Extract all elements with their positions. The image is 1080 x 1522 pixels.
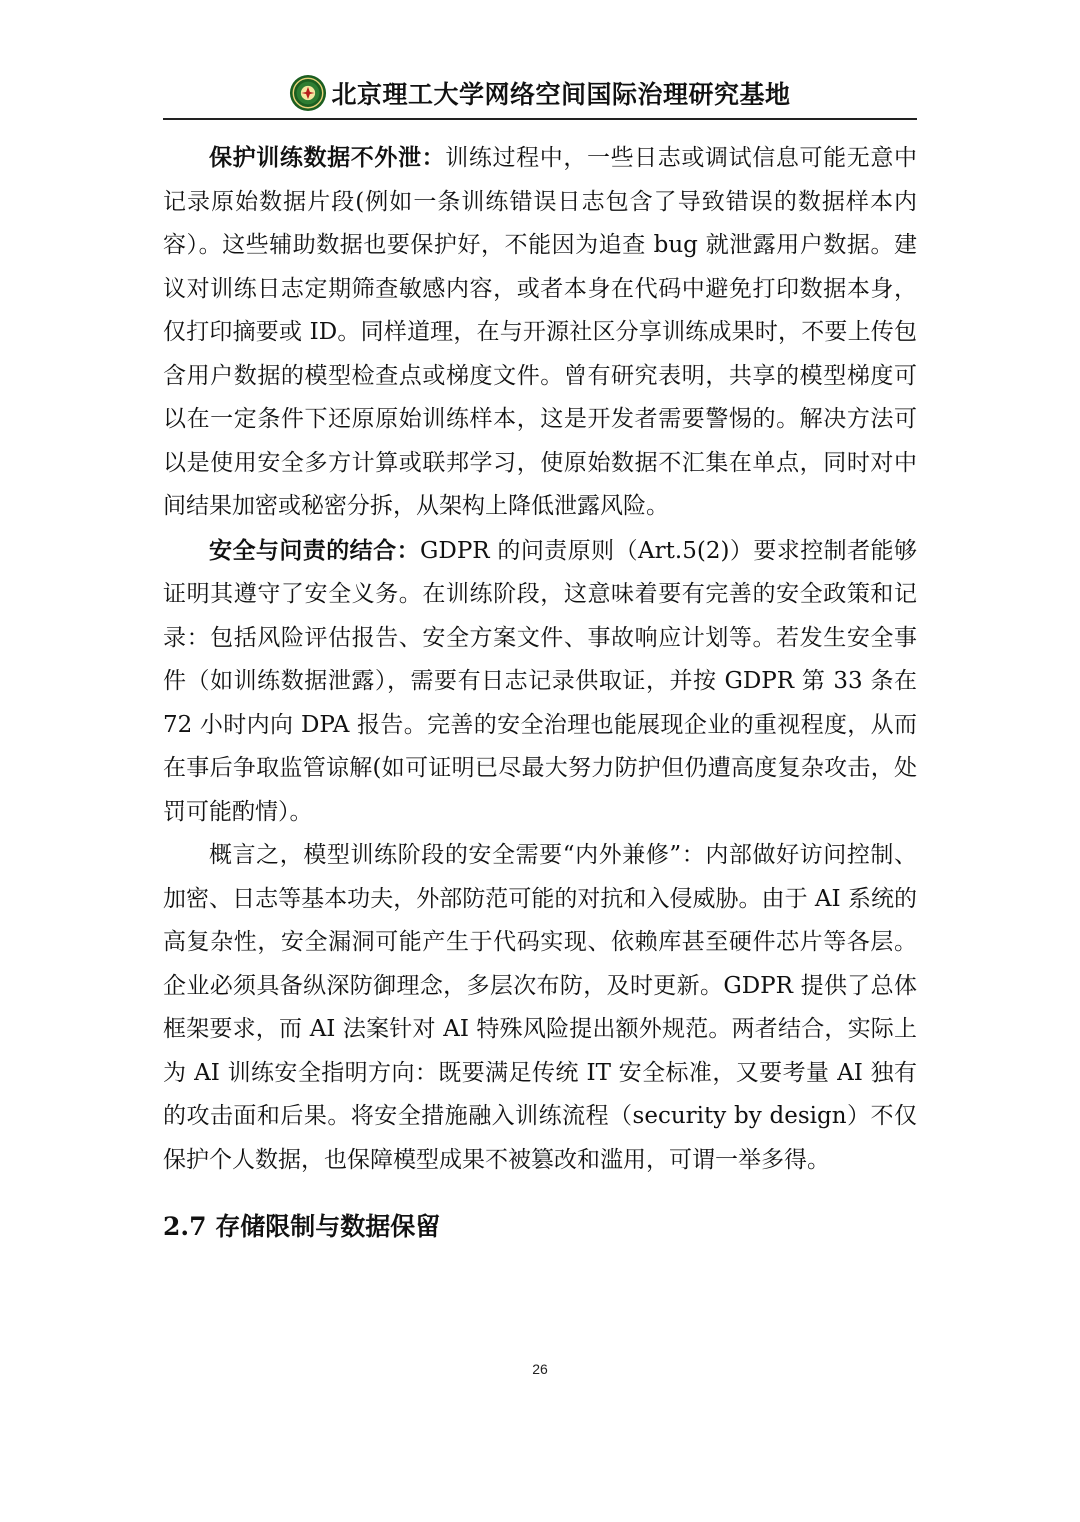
- paragraph-body: GDPR 的问责原则（Art.5(2)）要求控制者能够证明其遵守了安全义务。在训练阶段，这意味着要有完善的安全政策和记录：包括风险评估报告、安全方案文件、事故响应计划等。若发生安全事件（如训练数据泄露），需要有日志记录供取证，并按 GDPR 第 33 条在 72 小时内向 DPA 报告。完善的安全治理也能展现企业的重视程度，从而在事后争取监管谅解(如可证明已尽最大努力防护但仍遭高度复杂攻击，处罚可能酌情）。: [163, 537, 917, 825]
- paragraph-lead: 保护训练数据不外泄：: [209, 144, 446, 171]
- header-divider: [163, 118, 917, 120]
- page-number: 26: [532, 1361, 548, 1377]
- paragraph-summary: [163, 834, 917, 1182]
- section-heading: 2.7 存储限制与数据保留: [163, 1212, 441, 1241]
- paragraph-security-accountability: [163, 529, 917, 835]
- page-content: [163, 136, 917, 1252]
- university-seal-icon: [289, 74, 327, 112]
- page-header: [163, 70, 917, 116]
- paragraph-data-leak-protection: [163, 136, 917, 529]
- paragraph-body: 训练过程中，一些日志或调试信息可能无意中记录原始数据片段(例如一条训练错误日志包含了导致错误的数据样本内容）。这些辅助数据也要保护好，不能因为追查 bug 就泄露用户数据。建议对训练日志定期筛查敏感内容，或者本身在代码中避免打印数据本身，仅打印摘要或 ID。同样道理，在与开源社区分享训练成果时，不要上传包含用户数据的模型检查点或梯度文件。曾有研究表明，共享的模型梯度可以在一定条件下还原原始训练样本，这是开发者需要警惕的。解决方法可以是使用安全多方计算或联邦学习，使原始数据不汇集在单点，同时对中间结果加密或秘密分拆，从架构上降低泄露风险。: [163, 145, 918, 519]
- paragraph-lead: 安全与问责的结合：: [209, 536, 421, 564]
- header-title: 北京理工大学网络空间国际治理研究基地: [331, 80, 791, 109]
- paragraph-body: 概言之，模型训练阶段的安全需要“内外兼修”：内部做好访问控制、加密、日志等基本功夫，外部防范可能的对抗和入侵威胁。由于 AI 系统的高复杂性，安全漏洞可能产生于代码实现、依赖库甚至硬件芯片等各层。企业必须具备纵深防御理念，多层次布防，及时更新。GDPR 提供了总体框架要求，而 AI 法案针对 AI 特殊风险提出额外规范。两者结合，实际上为 AI 训练安全指明方向：既要满足传统 IT 安全标准，又要考量 AI 独有的攻击面和后果。将安全措施融入训练流程（security by design）不仅保护个人数据，也保障模型成果不被篡改和滥用，可谓一举多得。: [163, 842, 917, 1173]
